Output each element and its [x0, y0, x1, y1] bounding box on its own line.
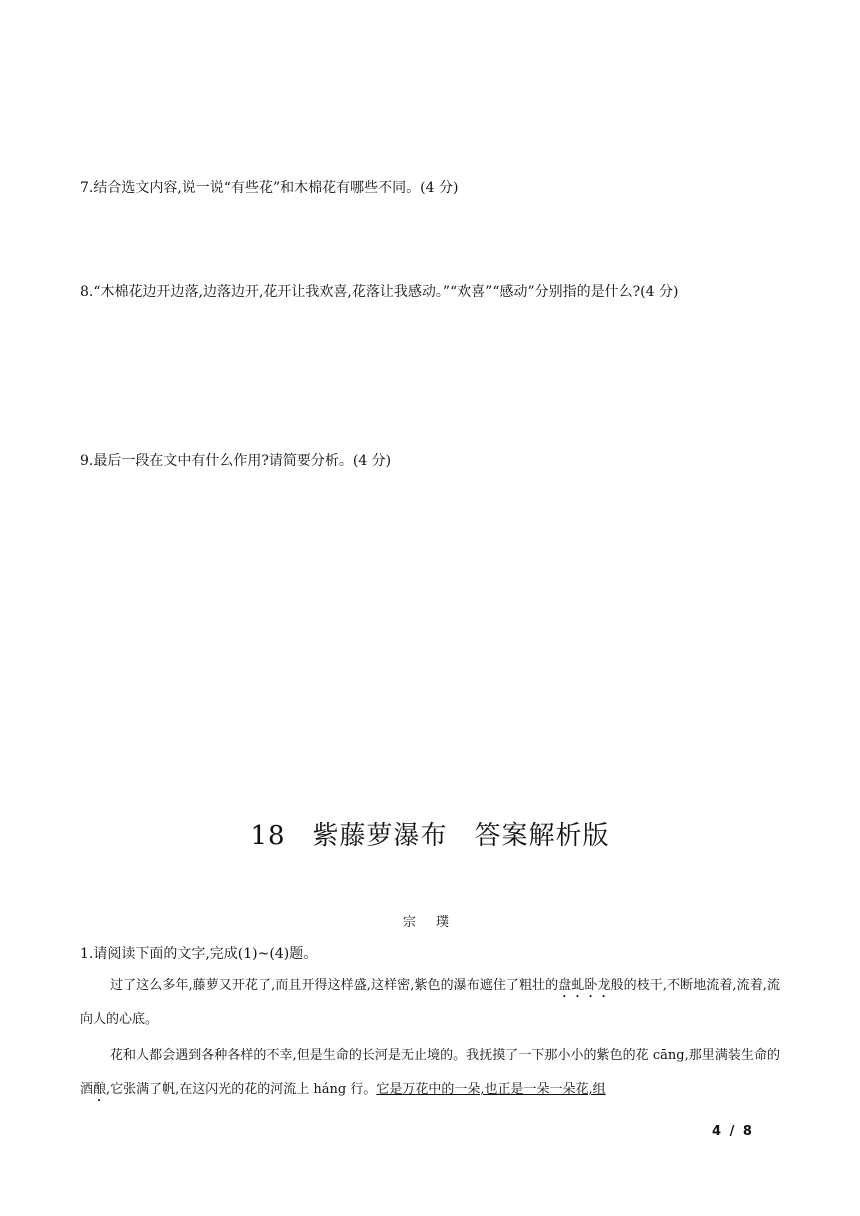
p2-text-a: 花和人都会遇到各种各样的不幸,但是生命的长河是无止境的。我抚摸了一下那小小的紫色的花 cāng,那里满装生命的酒	[80, 1048, 780, 1097]
p2-underlined-text: 它是万花中的一朵,也正是一朵一朵花,组	[376, 1082, 606, 1097]
question-8: 8.“木棉花边开边落,边落边开,花开让我欢喜,花落让我感动。”“欢喜”“感动”分别指的是什么?(4 分)	[80, 284, 679, 300]
p2-dotted-text: 酿	[93, 1082, 107, 1097]
page-number: 4 / 8	[712, 1124, 752, 1139]
p2-text-b: ,它张满了帆,在这闪光的花的河流上 háng 行。	[106, 1082, 377, 1097]
passage-paragraph-2	[80, 1039, 780, 1107]
p1-text-a: 过了这么多年,藤萝又开花了,而且开得这样盛,这样密,紫色的瀑布遮住了粗壮的	[110, 978, 559, 993]
question-7: 7.结合选文内容,说一说“有些花”和木棉花有哪些不同。(4 分)	[80, 180, 459, 196]
question-9: 9.最后一段在文中有什么作用?请简要分析。(4 分)	[80, 453, 392, 469]
p1-dotted-text: 盘虬卧龙	[558, 978, 611, 993]
passage-paragraph-1	[80, 969, 780, 1037]
instruction-text: 1.请阅读下面的文字,完成(1)~(4)题。	[80, 946, 318, 962]
author-name: 宗 璞	[402, 915, 458, 930]
section-title: 18 紫藤萝瀑布 答案解析版	[250, 821, 610, 851]
p1-text-b: 般的枝干,不断地流着,流着,流向人的心底。	[80, 978, 780, 1027]
